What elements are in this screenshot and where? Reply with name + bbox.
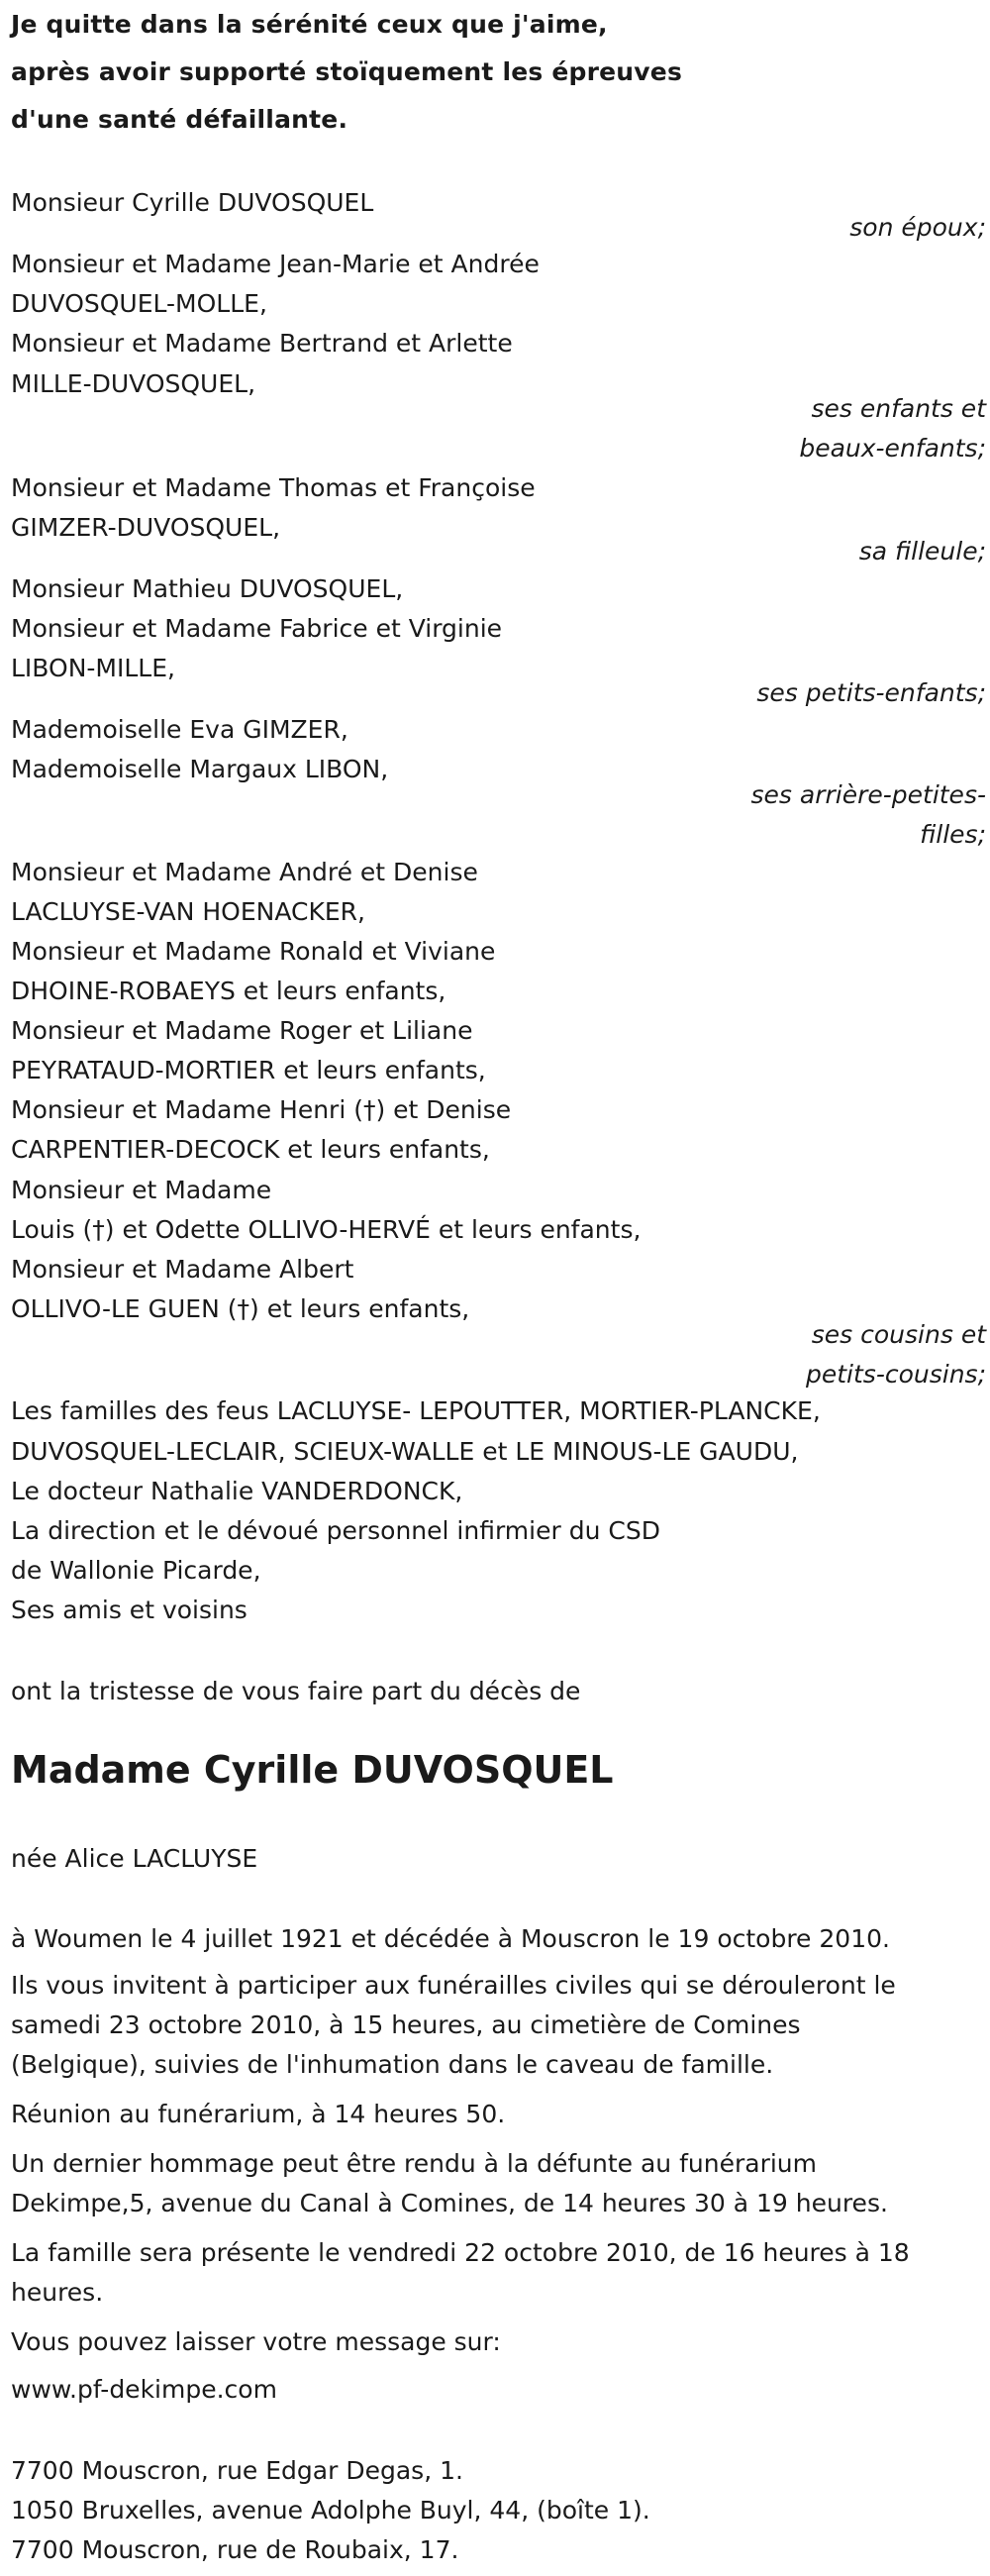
relation-label: sa filleule;	[858, 537, 986, 566]
family-name-line: MILLE-DUVOSQUEL,	[11, 369, 256, 398]
family-name-line: Monsieur et Madame Ronald et Viviane	[11, 937, 496, 966]
family-name-line: Monsieur et Madame Roger et Liliane	[11, 1016, 473, 1045]
family-name-line: PEYRATAUD-MORTIER et leurs enfants,	[11, 1056, 486, 1084]
others-line: Ses amis et voisins	[11, 1596, 248, 1624]
family-name-line: CARPENTIER-DECOCK et leurs enfants,	[11, 1135, 490, 1164]
deceased-name: Madame Cyrille DUVOSQUEL	[11, 1748, 614, 1792]
family-name-line: Monsieur et Madame Henri (†) et Denise	[11, 1095, 512, 1124]
relation-label: son époux;	[849, 213, 986, 242]
others-line: DUVOSQUEL-LECLAIR, SCIEUX-WALLE et LE MINOUS-LE GAUDU,	[11, 1437, 799, 1466]
family-name-line: Monsieur Cyrille DUVOSQUEL	[11, 188, 374, 217]
family-name-line: LACLUYSE-VAN HOENACKER,	[11, 897, 365, 926]
family-name-line: DUVOSQUEL-MOLLE,	[11, 289, 267, 318]
relation-label: ses petits-enfants;	[756, 678, 986, 707]
details-line: samedi 23 octobre 2010, à 15 heures, au cimetière de Comines	[11, 2010, 801, 2039]
details-line: Réunion au funérarium, à 14 heures 50.	[11, 2100, 506, 2128]
family-name-line: Monsieur Mathieu DUVOSQUEL,	[11, 574, 404, 603]
family-name-line: OLLIVO-LE GUEN (†) et leurs enfants,	[11, 1294, 470, 1323]
others-line: Les familles des feus LACLUYSE- LEPOUTTER, MORTIER-PLANCKE,	[11, 1396, 821, 1425]
family-name-line: Mademoiselle Margaux LIBON,	[11, 755, 389, 783]
details-line: à Woumen le 4 juillet 1921 et décédée à Mouscron le 19 octobre 2010.	[11, 1924, 890, 1953]
family-name-line: LIBON-MILLE,	[11, 654, 175, 682]
relation-label: filles;	[920, 820, 986, 849]
details-line: Un dernier hommage peut être rendu à la défunte au funérarium	[11, 2149, 817, 2178]
relation-label: ses cousins et	[811, 1320, 986, 1349]
family-name-line: Louis (†) et Odette OLLIVO-HERVÉ et leurs enfants,	[11, 1215, 642, 1244]
others-line: de Wallonie Picarde,	[11, 1556, 261, 1585]
relation-label: petits-cousins;	[806, 1360, 986, 1389]
details-line: La famille sera présente le vendredi 22 octobre 2010, de 16 heures à 18	[11, 2238, 910, 2267]
details-line: Dekimpe,5, avenue du Canal à Comines, de 14 heures 30 à 19 heures.	[11, 2189, 888, 2217]
relation-label: ses enfants et	[811, 394, 986, 423]
family-name-line: Monsieur et Madame Bertrand et Arlette	[11, 329, 513, 358]
family-name-line: Monsieur et Madame Albert	[11, 1255, 354, 1284]
family-name-line: GIMZER-DUVOSQUEL,	[11, 513, 281, 542]
others-line: La direction et le dévoué personnel infirmier du CSD	[11, 1516, 660, 1545]
relation-label: beaux-enfants;	[799, 434, 986, 463]
birth-name: née Alice LACLUYSE	[11, 1844, 258, 1873]
family-name-line: Monsieur et Madame André et Denise	[11, 858, 478, 886]
quote-line: Je quitte dans la sérénité ceux que j'aime,	[11, 10, 608, 39]
website-text: www.pf-dekimpe.com	[11, 2375, 277, 2404]
announcement-text: ont la tristesse de vous faire part du décès de	[11, 1677, 581, 1705]
details-line: (Belgique), suivies de l'inhumation dans le caveau de famille.	[11, 2050, 774, 2079]
family-name-line: Monsieur et Madame Thomas et Françoise	[11, 473, 536, 502]
details-line: Ils vous invitent à participer aux funérailles civiles qui se dérouleront le	[11, 1971, 896, 2000]
family-name-line: Monsieur et Madame Fabrice et Virginie	[11, 614, 503, 643]
details-line: Vous pouvez laisser votre message sur:	[11, 2327, 501, 2356]
quote-line: d'une santé défaillante.	[11, 105, 348, 134]
address-line: 7700 Mouscron, rue Edgar Degas, 1.	[11, 2456, 463, 2485]
family-name-line: DHOINE-ROBAEYS et leurs enfants,	[11, 977, 446, 1005]
quote-line: après avoir supporté stoïquement les épreuves	[11, 57, 683, 86]
family-name-line: Monsieur et Madame Jean-Marie et Andrée	[11, 250, 540, 278]
address-line: 1050 Bruxelles, avenue Adolphe Buyl, 44, (boîte 1).	[11, 2496, 650, 2524]
address-line: 7700 Mouscron, rue de Roubaix, 17.	[11, 2535, 459, 2564]
details-line: heures.	[11, 2278, 104, 2307]
relation-label: ses arrière-petites-	[750, 780, 986, 809]
family-name-line: Mademoiselle Eva GIMZER,	[11, 715, 348, 744]
others-line: Le docteur Nathalie VANDERDONCK,	[11, 1477, 463, 1505]
family-name-line: Monsieur et Madame	[11, 1176, 272, 1204]
